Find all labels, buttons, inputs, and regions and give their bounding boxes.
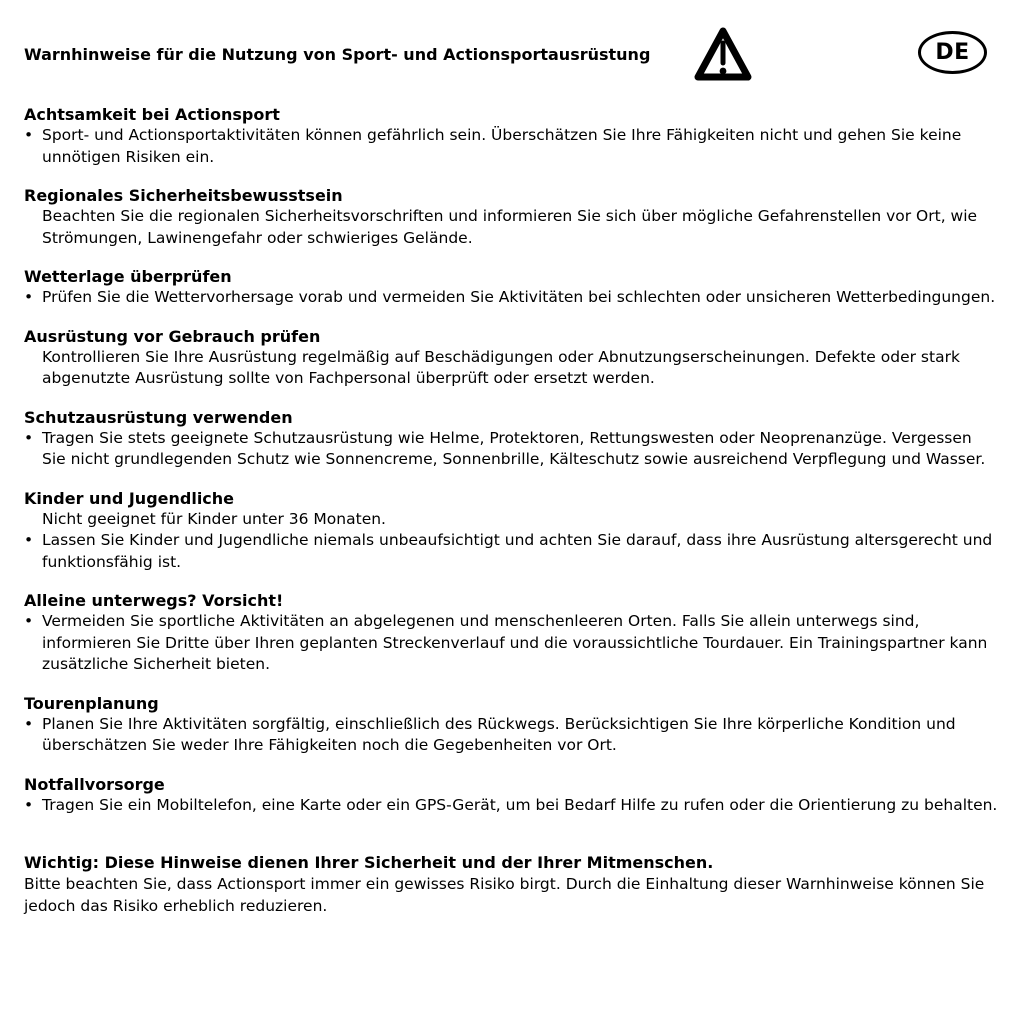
section-notfallvorsorge [24, 774, 998, 817]
language-badge: DE [918, 31, 987, 74]
bullet-icon: • [24, 428, 34, 447]
section-heading: Wetterlage überprüfen [24, 267, 232, 286]
section-heading: Schutzausrüstung verwenden [24, 407, 293, 427]
bullet-icon: • [24, 714, 34, 733]
section-achtsamkeit [24, 104, 998, 168]
item-text: Tragen Sie ein Mobiltelefon, eine Karte oder ein GPS-Gerät, um bei Bedarf Hilfe zu rufen oder die Orientierung zu behalten. [42, 795, 998, 814]
document-content [0, 104, 1030, 917]
item-text: Kontrollieren Sie Ihre Ausrüstung regelmäßig auf Beschädigungen oder Abnutzungserscheinungen. Defekte oder stark abgenutzte Ausrüstung sollte von Fachpersonal überprüft oder ersetzt werden. [42, 347, 960, 387]
footer-important-line: Wichtig: Diese Hinweise dienen Ihrer Sicherheit und der Ihrer Mitmenschen. [24, 853, 714, 872]
section-heading: Notfallvorsorge [24, 774, 165, 794]
bullet-item [24, 428, 998, 471]
item-text: Sport- und Actionsportaktivitäten können gefährlich sein. Überschätzen Sie Ihre Fähigkeiten nicht und gehen Sie keine unnötigen Risiken ein. [42, 126, 962, 166]
section-regionale-sicherheit [24, 185, 998, 249]
section-heading: Kinder und Jugendliche [24, 488, 235, 508]
section-heading: Achtsamkeit bei Actionsport [24, 105, 280, 124]
section-heading: Alleine unterwegs? Vorsicht! [24, 591, 284, 610]
bullet-item [24, 530, 998, 573]
item-text: Planen Sie Ihre Aktivitäten sorgfältig, einschließlich des Rückwegs. Berücksichtigen Sie Ihre körperliche Kondition und überschätzen Sie weder Ihre Fähigkeiten noch die Gegebenheiten vor Ort. [42, 714, 956, 754]
section-schutzausruestung [24, 407, 998, 471]
section-tourenplanung [24, 693, 998, 757]
bullet-item [24, 795, 998, 817]
bullet-icon: • [24, 126, 34, 144]
bullet-icon: • [24, 288, 34, 306]
bullet-item [24, 125, 998, 168]
plain-item [24, 206, 998, 249]
section-ausruestung-pruefen [24, 326, 998, 390]
item-text: Beachten Sie die regionalen Sicherheitsvorschriften und informieren Sie sich über mögliche Gefahrenstellen vor Ort, wie Strömungen, Lawinengefahr oder schwieriges Gelände. [42, 207, 978, 247]
footer-notice [24, 852, 998, 917]
document-header [0, 0, 1030, 104]
item-text: Lassen Sie Kinder und Jugendliche niemals unbeaufsichtigt und achten Sie darauf, dass ihre Ausrüstung altersgerecht und funktionsfähig ist. [42, 531, 993, 571]
footer-text: Bitte beachten Sie, dass Actionsport immer ein gewisses Risiko birgt. Durch die Einhaltung dieser Warnhinweise können Sie jedoch das Risiko erheblich reduzieren. [24, 875, 985, 915]
item-text: Nicht geeignet für Kinder unter 36 Monaten. [42, 509, 386, 528]
warning-triangle-icon [693, 24, 753, 86]
section-alleine-unterwegs [24, 590, 998, 676]
item-text: Prüfen Sie die Wettervorhersage vorab und vermeiden Sie Aktivitäten bei schlechten oder unsicheren Wetterbedingungen. [42, 288, 996, 306]
plain-item [24, 509, 998, 531]
bullet-item [24, 611, 998, 676]
bullet-icon: • [24, 612, 34, 630]
bullet-icon: • [24, 795, 34, 814]
document-title: Warnhinweise für die Nutzung von Sport- und Actionsportausrüstung [24, 45, 651, 64]
plain-item [24, 347, 998, 390]
bullet-item [24, 287, 998, 309]
item-text: Tragen Sie stets geeignete Schutzausrüstung wie Helme, Protektoren, Rettungswesten oder Neoprenanzüge. Vergessen Sie nicht grundlegenden Schutz wie Sonnencreme, Sonnenbrille, Kälteschutz sowie ausreichend Verpflegung und Wasser. [42, 428, 986, 468]
section-heading: Tourenplanung [24, 693, 159, 713]
bullet-item [24, 714, 998, 757]
section-wetterlage [24, 266, 998, 309]
bullet-icon: • [24, 531, 34, 549]
item-text: Vermeiden Sie sportliche Aktivitäten an abgelegenen und menschenleeren Orten. Falls Sie allein unterwegs sind, informieren Sie Dritte über Ihren geplanten Streckenverlauf und die voraussichtliche Tourdauer. Ein Trainingspartner kann zusätzliche Sicherheit bieten. [42, 612, 988, 673]
section-kinder-jugendliche [24, 488, 998, 574]
section-heading: Ausrüstung vor Gebrauch prüfen [24, 326, 321, 346]
section-heading: Regionales Sicherheitsbewusstsein [24, 186, 343, 205]
